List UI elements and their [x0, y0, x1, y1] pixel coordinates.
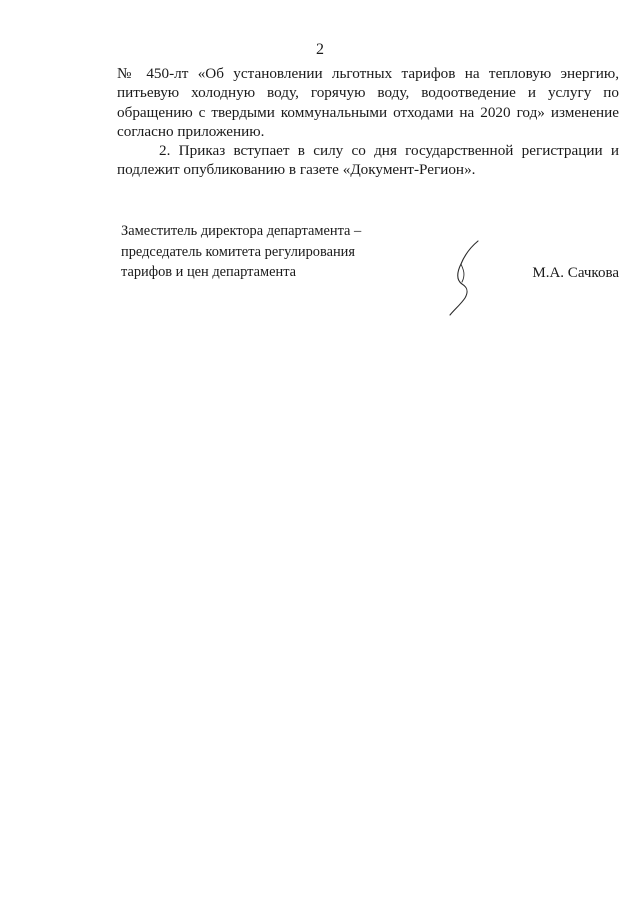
handwritten-signature — [447, 236, 491, 316]
paragraph-1-line: питьевую холодную воду, горячую воду, водоотведение и услугу — [117, 84, 592, 102]
signer-title-line: Заместитель директора департамента – — [121, 223, 362, 239]
signer-title-line: председатель комитета регулирования — [121, 243, 355, 260]
document-body — [117, 64, 619, 180]
signature-block — [117, 221, 619, 321]
paragraph-1-line: № 450-лт «Об установлении льготных тарифов на тепловую энергию, — [117, 65, 619, 82]
paragraph-1 — [117, 64, 619, 141]
paragraph-1-line: изменение согласно приложению. — [117, 103, 619, 140]
signer-title-line: тарифов и цен департамента — [121, 264, 297, 280]
signer-name: М.А. Сачкова — [532, 265, 619, 281]
signer-title — [121, 221, 401, 283]
page-number: 2 — [316, 41, 324, 58]
paragraph-2: 2. Приказ вступает в силу со дня государственной регистрации и подлежит опубликованию в газете «Документ-Регион». — [117, 142, 619, 179]
paragraph-1-line: по обращению с твердыми коммунальными отходами на 2020 год» — [117, 84, 620, 121]
